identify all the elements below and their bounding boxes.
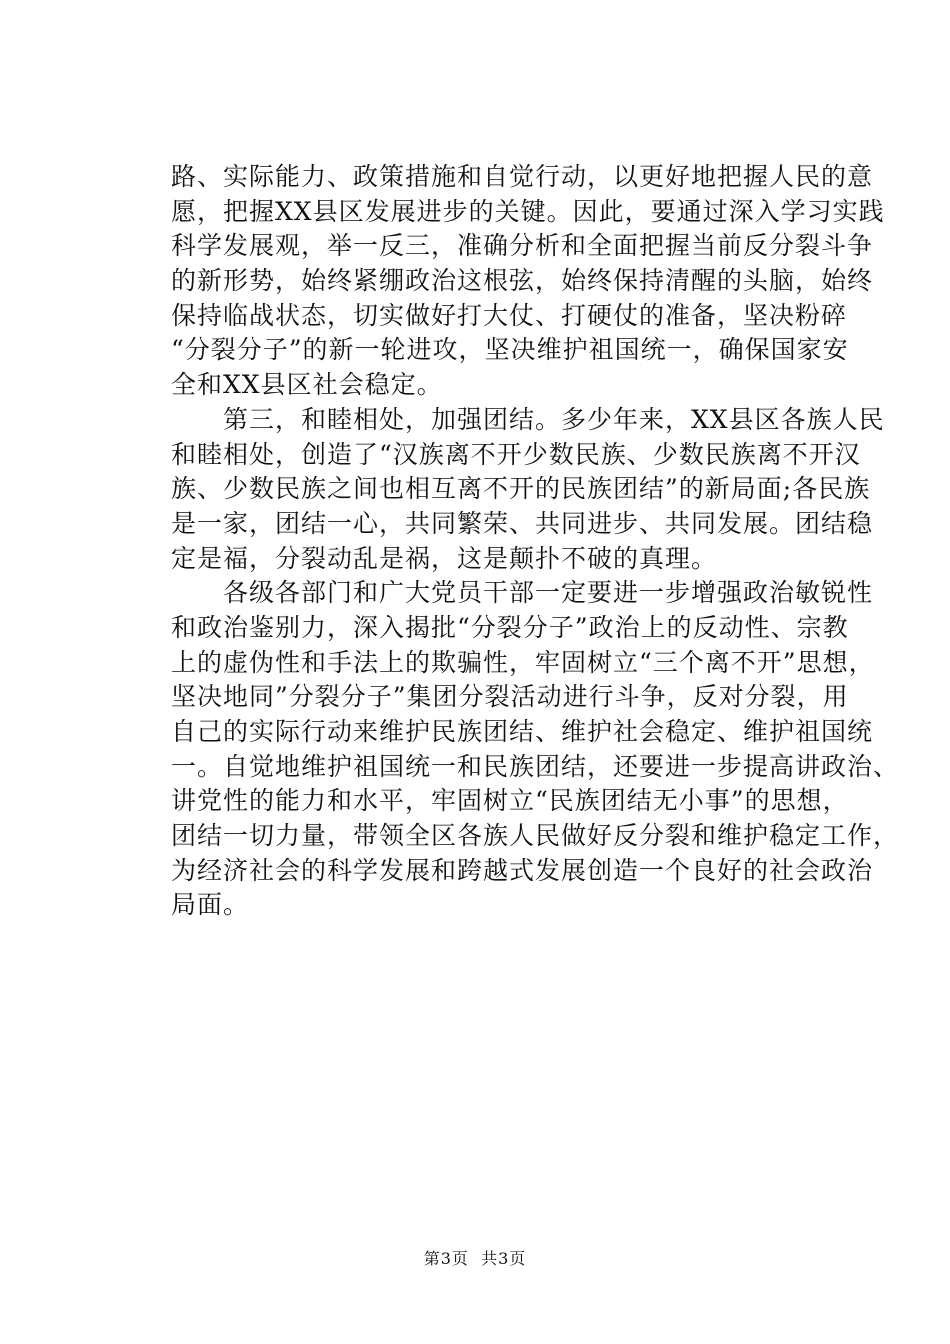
text-line: 愿，把握XX县区发展进步的关键。因此，要通过深入学习实践 bbox=[171, 196, 885, 226]
text-line: 为经济社会的科学发展和跨越式发展创造一个良好的社会政治 bbox=[171, 855, 874, 885]
page-number-footer: 第3页 共3页 bbox=[423, 1249, 527, 1268]
text-line: 和睦相处，创造了“汉族离不开少数民族、少数民族离不开汉 bbox=[171, 439, 861, 469]
text-line: 坚决地同”分裂分子”集团分裂活动进行斗争，反对分裂，用 bbox=[171, 682, 849, 712]
text-line: 第三，和睦相处，加强团结。多少年来，XX县区各族人民 bbox=[171, 404, 885, 434]
text-line: 上的虚伪性和手法上的欺骗性，牢固树立“三个离不开”思想， bbox=[171, 647, 875, 677]
text-line: 团结一切力量，带领全区各族人民做好反分裂和维护稳定工作， bbox=[171, 821, 900, 851]
text-line: 科学发展观，举一反三，准确分析和全面把握当前反分裂斗争 bbox=[171, 231, 874, 261]
text-line: 保持临战状态，切实做好打大仗、打硬仗的准备，坚决粉碎 bbox=[171, 300, 848, 330]
text-line: 讲党性的能力和水平，牢固树立“民族团结无小事”的思想， bbox=[171, 786, 849, 816]
text-line: 一。自觉地维护祖国统一和民族团结，还要进一步提高讲政治、 bbox=[171, 751, 900, 781]
text-line: “分裂分子”的新一轮进攻，坚决维护祖国统一，确保国家安 bbox=[171, 335, 849, 365]
text-line: 自己的实际行动来维护民族团结、维护社会稳定、维护祖国统 bbox=[171, 717, 874, 746]
text-line: 路、实际能力、政策措施和自觉行动，以更好地把握人民的意 bbox=[171, 162, 874, 191]
text-line: 族、少数民族之间也相互离不开的民族团结”的新局面;各民族 bbox=[171, 474, 871, 504]
text-line: 全和XX县区社会稳定。 bbox=[171, 370, 443, 400]
text-line: 是一家，团结一心，共同繁荣、共同进步、共同发展。团结稳 bbox=[171, 508, 874, 538]
text-line: 局面。 bbox=[171, 890, 250, 920]
text-line: 的新形势，始终紧绷政治这根弦，始终保持清醒的头脑，始终 bbox=[171, 266, 874, 296]
text-line: 各级各部门和广大党员干部一定要进一步增强政治敏锐性 bbox=[171, 578, 874, 608]
text-line: 定是福，分裂动乱是祸，这是颠扑不破的真理。 bbox=[171, 543, 718, 573]
text-line: 和政治鉴别力，深入揭批“分裂分子”政治上的反动性、宗教 bbox=[171, 612, 849, 642]
document-body bbox=[171, 160, 900, 923]
